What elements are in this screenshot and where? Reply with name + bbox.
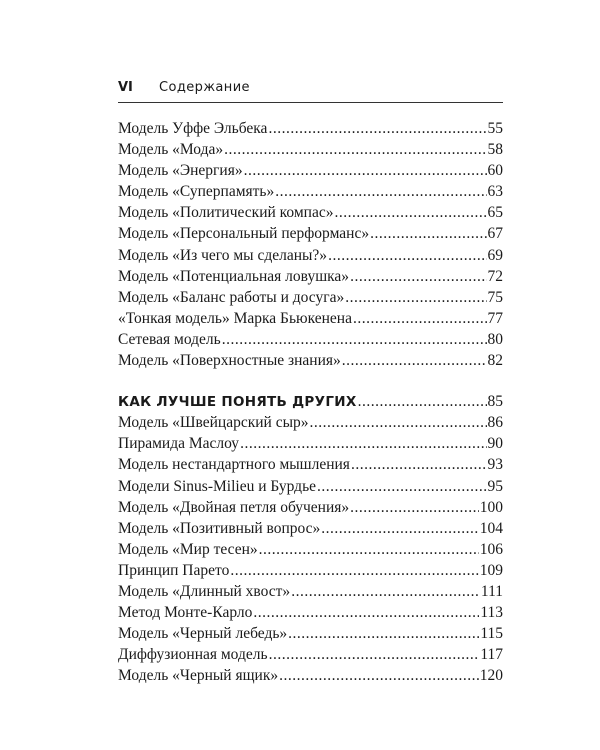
toc-leader-dots: [222, 329, 487, 350]
toc-entry[interactable]: [118, 497, 503, 518]
toc-leader-dots: [230, 560, 478, 581]
toc-entry[interactable]: [118, 539, 503, 560]
toc-entry[interactable]: [118, 665, 503, 686]
toc-entry-page: 80: [487, 330, 503, 348]
toc-entry-title: Модель «Мода»: [118, 141, 224, 159]
toc-entry-page: 82: [487, 352, 503, 370]
toc-entry[interactable]: [118, 433, 503, 454]
toc-entry-page: 100: [479, 498, 503, 516]
toc-entry-title: Модель «Длинный хвост»: [118, 582, 291, 600]
toc-entry-page: 72: [487, 267, 503, 285]
toc-entry-page: 115: [480, 625, 503, 643]
toc-leader-dots: [358, 391, 487, 412]
toc-entry-title: Принцип Парето: [118, 561, 230, 579]
toc-entry[interactable]: [118, 202, 503, 223]
toc-entry-page: 77: [487, 309, 503, 327]
toc-leader-dots: [259, 539, 479, 560]
toc-entry[interactable]: [118, 602, 503, 623]
toc-entry-page: 60: [487, 162, 503, 180]
toc-entry[interactable]: [118, 308, 503, 329]
toc-entry[interactable]: [118, 160, 503, 181]
toc-entry-page: 95: [487, 477, 503, 495]
toc-entry[interactable]: [118, 350, 503, 371]
toc-entry-title: Модель «Персональный перформанс»: [118, 225, 370, 243]
toc-entry-title: Модель «Позитивный вопрос»: [118, 519, 321, 537]
section-title: КАК ЛУЧШЕ ПОНЯТЬ ДРУГИХ: [118, 394, 357, 411]
header-page-number: VI: [118, 80, 133, 95]
toc-leader-dots: [334, 202, 486, 223]
toc-entry-page: 86: [487, 414, 503, 432]
toc-entry-title: Модель «Двойная петля обучения»: [118, 498, 350, 516]
toc-entry[interactable]: [118, 287, 503, 308]
toc-entry-title: Модель «Потенциальная ловушка»: [118, 267, 350, 285]
toc-entry[interactable]: [118, 476, 503, 497]
toc-leader-dots: [342, 350, 487, 371]
toc-entry-page: 58: [487, 141, 503, 159]
toc-entry-page: 113: [480, 604, 503, 622]
toc-entry-page: 69: [487, 246, 503, 264]
toc-entry[interactable]: [118, 329, 503, 350]
toc-entry-title: Метод Монте-Карло: [118, 604, 253, 622]
toc-entry-page: 117: [480, 646, 503, 664]
toc-entry[interactable]: [118, 266, 503, 287]
toc-leader-dots: [328, 245, 486, 266]
toc-section-heading[interactable]: [118, 391, 503, 412]
toc-entry-title: Модель «Поверхностные знания»: [118, 352, 341, 370]
toc-entry-page: 90: [487, 435, 503, 453]
toc-entry[interactable]: [118, 139, 503, 160]
toc-entry-page: 67: [487, 225, 503, 243]
toc-entry-title: Модель «Черный ящик»: [118, 667, 279, 685]
toc-entry[interactable]: [118, 118, 503, 139]
toc-entry-page: 111: [480, 582, 503, 600]
toc-entry-title: Модель «Баланс работы и досуга»: [118, 288, 345, 306]
toc-leader-dots: [240, 433, 486, 454]
toc-entry-page: 120: [479, 667, 503, 685]
toc-entry[interactable]: [118, 412, 503, 433]
toc-entry-page: 104: [479, 519, 503, 537]
toc-leader-dots: [269, 644, 480, 665]
toc-entry[interactable]: [118, 223, 503, 244]
toc-entry[interactable]: [118, 454, 503, 475]
toc-leader-dots: [353, 308, 487, 329]
toc-leader-dots: [288, 623, 479, 644]
toc-entry[interactable]: [118, 623, 503, 644]
header-title: Содержание: [159, 80, 250, 95]
toc-leader-dots: [279, 665, 479, 686]
toc-entry-title: Модель «Из чего мы сделаны?»: [118, 246, 328, 264]
toc-entry[interactable]: [118, 245, 503, 266]
toc-entry-title: Модели Sinus-Milieu и Бурдье: [118, 477, 317, 495]
toc-entry-page: 55: [487, 120, 503, 137]
page-header: [118, 78, 503, 103]
toc-leader-dots: [310, 412, 487, 433]
toc-leader-dots: [244, 160, 487, 181]
toc-entry-page: 63: [487, 183, 503, 201]
toc-entry-title: Модель «Мир тесен»: [118, 540, 258, 558]
toc-leader-dots: [317, 476, 486, 497]
toc-leader-dots: [275, 181, 486, 202]
toc-entry[interactable]: [118, 560, 503, 581]
toc-entry-title: Модель «Энергия»: [118, 162, 243, 180]
toc-entry-title: Пирамида Маслоу: [118, 435, 240, 453]
toc-entry-title: Модель «Швейцарский сыр»: [118, 414, 309, 432]
toc-entry-title: Модель «Политический компас»: [118, 204, 334, 222]
toc-entry[interactable]: [118, 581, 503, 602]
toc-entry-title: Диффузионная модель: [118, 646, 268, 664]
toc-entry-title: «Тонкая модель» Марка Бьюкенена: [118, 309, 352, 327]
toc-entry-title: Модель Уффе Эльбека: [118, 120, 268, 137]
toc-entry[interactable]: [118, 181, 503, 202]
toc-entry-title: Модель нестандартного мышления: [118, 456, 350, 474]
toc-entry-page: 65: [487, 204, 503, 222]
toc-leader-dots: [350, 266, 486, 287]
toc-entry[interactable]: [118, 644, 503, 665]
toc-leader-dots: [350, 497, 479, 518]
section-page: 85: [487, 393, 503, 411]
toc-leader-dots: [345, 287, 486, 308]
table-of-contents: [118, 118, 503, 686]
section-spacer: [118, 371, 503, 391]
toc-leader-dots: [370, 223, 486, 244]
toc-entry-page: 109: [479, 561, 503, 579]
toc-entry-page: 106: [479, 540, 503, 558]
toc-leader-dots: [351, 454, 487, 475]
toc-leader-dots: [321, 518, 478, 539]
toc-entry-page: 93: [487, 456, 503, 474]
toc-entry[interactable]: [118, 518, 503, 539]
toc-entry-title: Модель «Суперпамять»: [118, 183, 275, 201]
toc-leader-dots: [224, 139, 486, 160]
toc-leader-dots: [291, 581, 480, 602]
toc-leader-dots: [253, 602, 479, 623]
toc-entry-title: Сетевая модель: [118, 330, 221, 348]
toc-entry-page: 75: [487, 288, 503, 306]
toc-leader-dots: [268, 118, 486, 139]
toc-entry-title: Модель «Черный лебедь»: [118, 625, 288, 643]
